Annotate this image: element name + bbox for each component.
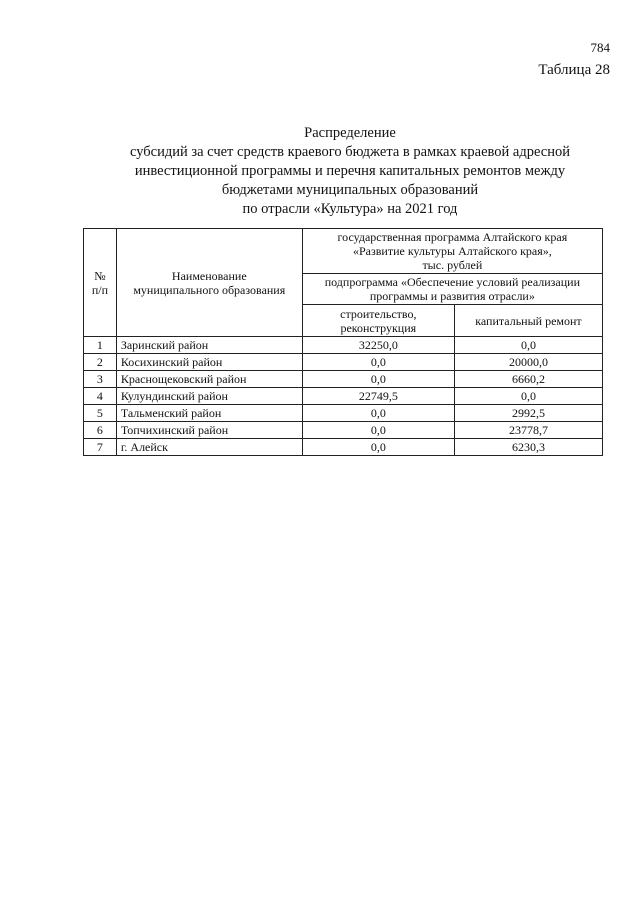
title-line: бюджетами муниципальных образований bbox=[221, 182, 479, 198]
header-subprogram-line: программы и развития отрасли» bbox=[369, 289, 535, 303]
cell-number: 4 bbox=[84, 388, 117, 405]
cell-municipality: Тальменский район bbox=[116, 405, 302, 422]
header-program bbox=[302, 229, 602, 274]
table-label: Таблица 28 bbox=[538, 62, 610, 78]
cell-construction: 22749,5 bbox=[302, 388, 454, 405]
title-line: Распределение bbox=[304, 125, 396, 141]
header-construction-line: реконструкция bbox=[340, 320, 417, 335]
title-line: инвестиционной программы и перечня капитальных ремонтов между bbox=[134, 163, 566, 179]
header-construction bbox=[302, 305, 454, 337]
cell-number: 7 bbox=[84, 439, 117, 456]
cell-construction: 0,0 bbox=[302, 354, 454, 371]
table-row bbox=[84, 422, 603, 439]
header-program-line: государственная программа Алтайского края bbox=[337, 230, 568, 244]
header-subprogram-line: подпрограмма «Обеспечение условий реализации bbox=[324, 275, 581, 289]
cell-municipality: Кулундинский район bbox=[116, 388, 302, 405]
header-number-line: № bbox=[94, 268, 106, 283]
cell-municipality: Краснощековский район bbox=[116, 371, 302, 388]
cell-municipality: Косихинский район bbox=[116, 354, 302, 371]
title-line: субсидий за счет средств краевого бюджета в рамках краевой адресной bbox=[130, 144, 570, 160]
header-subprogram bbox=[302, 274, 602, 305]
cell-construction: 32250,0 bbox=[302, 337, 454, 354]
header-construction-line: строительство, bbox=[340, 306, 417, 321]
table-row bbox=[84, 337, 603, 354]
cell-number: 1 bbox=[84, 337, 117, 354]
header-program-line: тыс. рублей bbox=[422, 258, 483, 272]
header-program-line: «Развитие культуры Алтайского края», bbox=[353, 244, 552, 258]
table-row bbox=[84, 439, 603, 456]
header-repair: капитальный ремонт bbox=[454, 305, 602, 337]
cell-repair: 6230,3 bbox=[454, 439, 602, 456]
cell-number: 6 bbox=[84, 422, 117, 439]
table-row bbox=[84, 388, 603, 405]
cell-repair: 0,0 bbox=[454, 388, 602, 405]
table-row bbox=[84, 405, 603, 422]
header-number bbox=[84, 229, 117, 337]
table-row bbox=[84, 371, 603, 388]
page-number: 784 bbox=[590, 40, 610, 55]
header-municipality bbox=[116, 229, 302, 337]
header-number-line: п/п bbox=[91, 282, 108, 297]
cell-number: 2 bbox=[84, 354, 117, 371]
distribution-table bbox=[83, 228, 603, 456]
table-row bbox=[84, 354, 603, 371]
cell-construction: 0,0 bbox=[302, 405, 454, 422]
cell-number: 3 bbox=[84, 371, 117, 388]
cell-municipality: Заринский район bbox=[116, 337, 302, 354]
header-municipality-line: Наименование bbox=[171, 268, 247, 283]
document-title bbox=[80, 124, 620, 219]
cell-construction: 0,0 bbox=[302, 439, 454, 456]
cell-number: 5 bbox=[84, 405, 117, 422]
cell-municipality: Топчихинский район bbox=[116, 422, 302, 439]
cell-construction: 0,0 bbox=[302, 371, 454, 388]
cell-repair: 2992,5 bbox=[454, 405, 602, 422]
title-line: по отрасли «Культура» на 2021 год bbox=[242, 201, 458, 217]
header-row-program bbox=[84, 229, 603, 274]
cell-repair: 0,0 bbox=[454, 337, 602, 354]
cell-municipality: г. Алейск bbox=[116, 439, 302, 456]
cell-repair: 6660,2 bbox=[454, 371, 602, 388]
cell-repair: 23778,7 bbox=[454, 422, 602, 439]
cell-repair: 20000,0 bbox=[454, 354, 602, 371]
cell-construction: 0,0 bbox=[302, 422, 454, 439]
header-municipality-line: муниципального образования bbox=[133, 282, 286, 297]
